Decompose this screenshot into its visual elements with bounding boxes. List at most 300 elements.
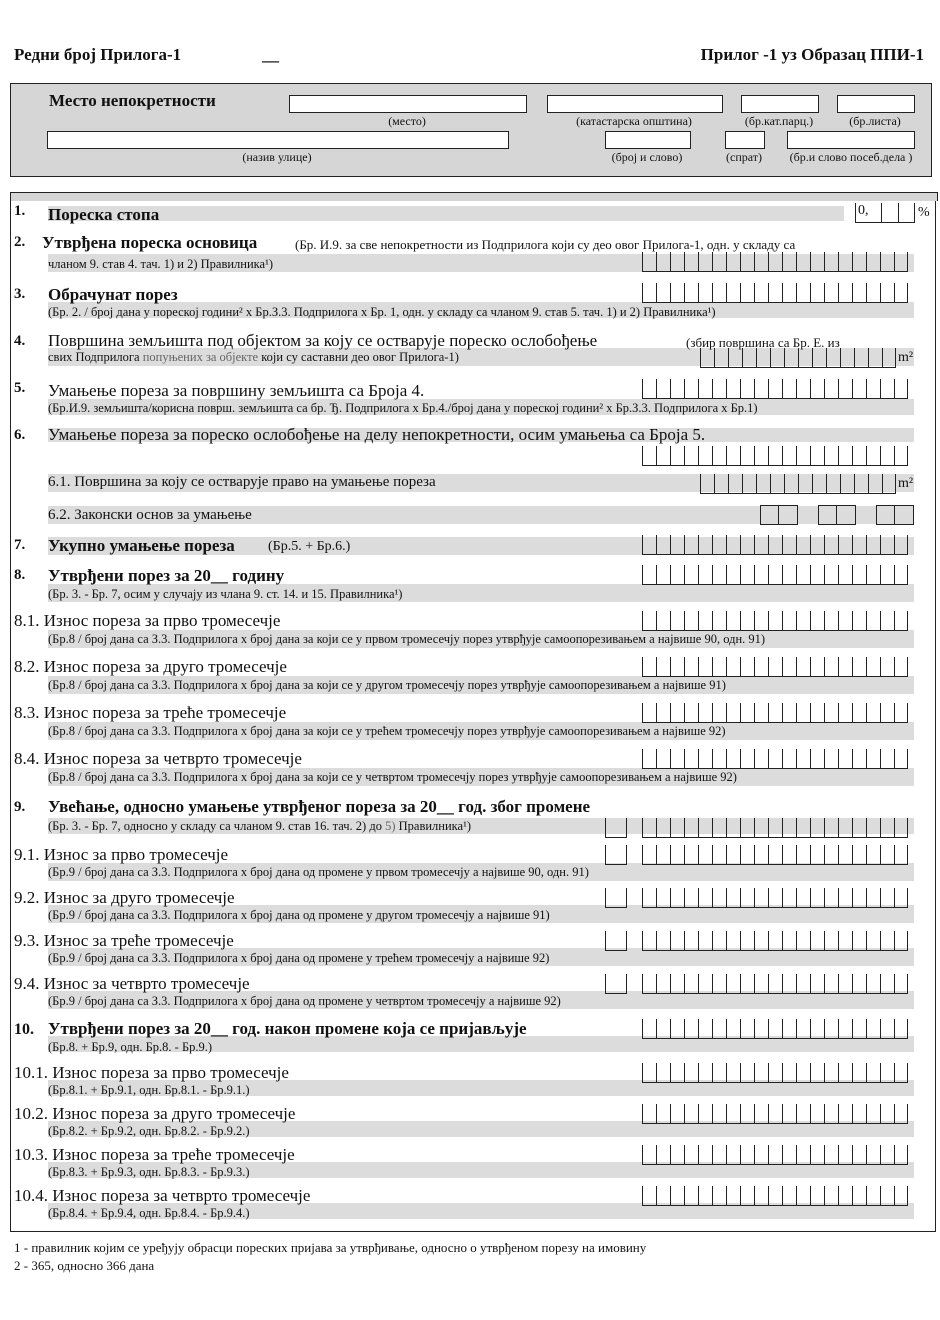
digit-cell[interactable] [642,1063,656,1083]
digit-cell[interactable] [768,446,782,466]
digit-cell[interactable] [656,888,670,908]
digit-cell[interactable] [712,1063,726,1083]
digit-cell[interactable] [782,749,796,769]
digit-cell[interactable] [894,931,908,951]
row-6-1-area-cells[interactable] [700,474,896,494]
digit-cell[interactable] [782,657,796,677]
digit-cell[interactable] [838,1145,852,1165]
digit-cell[interactable] [670,845,684,865]
digit-cell[interactable] [756,474,770,494]
digit-cell[interactable] [810,845,824,865]
digit-cell[interactable] [838,1063,852,1083]
legal-basis-paragraph-cells[interactable] [818,505,856,525]
digit-cell[interactable] [642,283,656,303]
digit-cell[interactable] [728,348,742,368]
digit-cell[interactable] [824,535,838,555]
digit-cell[interactable] [740,535,754,555]
row-9-3-amount-cells[interactable] [642,931,908,951]
digit-cell[interactable] [796,931,810,951]
digit-cell[interactable] [740,379,754,399]
digit-cell[interactable] [818,505,837,525]
digit-cell[interactable] [698,931,712,951]
digit-cell[interactable] [642,1019,656,1039]
digit-cell[interactable] [866,1063,880,1083]
digit-cell[interactable] [712,1104,726,1124]
digit-cell[interactable] [768,252,782,272]
digit-cell[interactable] [866,565,880,585]
digit-cell[interactable] [894,1104,908,1124]
row-9-1-amount-cells[interactable] [642,845,908,865]
digit-cell[interactable] [670,565,684,585]
digit-cell[interactable] [726,611,740,631]
digit-cell[interactable] [810,446,824,466]
digit-cell[interactable] [876,505,895,525]
digit-cell[interactable] [656,379,670,399]
digit-cell[interactable] [880,1104,894,1124]
digit-cell[interactable] [684,818,698,838]
digit-cell[interactable] [656,611,670,631]
digit-cell[interactable] [852,565,866,585]
digit-cell[interactable] [698,974,712,994]
digit-cell[interactable] [854,474,868,494]
digit-cell[interactable] [754,749,768,769]
row-9-1-sign-cell[interactable] [605,845,627,865]
digit-cell[interactable] [824,379,838,399]
digit-cell[interactable] [826,348,840,368]
digit-cell[interactable] [642,446,656,466]
digit-cell[interactable] [768,535,782,555]
digit-cell[interactable] [880,565,894,585]
digit-cell[interactable] [714,474,728,494]
digit-cell[interactable] [782,703,796,723]
digit-cell[interactable] [768,1019,782,1039]
digit-cell[interactable] [880,657,894,677]
digit-cell[interactable] [838,974,852,994]
digit-cell[interactable] [866,845,880,865]
digit-cell[interactable] [740,1145,754,1165]
digit-cell[interactable] [852,283,866,303]
cadastral-municipality-field[interactable] [547,95,723,113]
unit-part-field[interactable] [787,131,915,149]
digit-cell[interactable] [782,1186,796,1206]
digit-cell[interactable] [670,1145,684,1165]
digit-cell[interactable] [852,535,866,555]
digit-cell[interactable] [712,446,726,466]
digit-cell[interactable] [742,474,756,494]
digit-cell[interactable] [838,283,852,303]
digit-cell[interactable] [768,283,782,303]
digit-cell[interactable] [768,1104,782,1124]
digit-cell[interactable] [740,1104,754,1124]
attachment-number-blank[interactable]: __ [262,45,279,64]
digit-cell[interactable] [796,1186,810,1206]
digit-cell[interactable] [782,1104,796,1124]
digit-cell[interactable] [670,974,684,994]
digit-cell[interactable] [642,611,656,631]
row-9-3-sign-cell[interactable] [605,931,627,951]
digit-cell[interactable] [810,535,824,555]
digit-cell[interactable] [852,703,866,723]
digit-cell[interactable] [754,611,768,631]
digit-cell[interactable] [782,818,796,838]
digit-cell[interactable] [642,535,656,555]
digit-cell[interactable] [768,379,782,399]
digit-cell[interactable] [726,1186,740,1206]
digit-cell[interactable] [670,703,684,723]
digit-cell[interactable] [684,1063,698,1083]
digit-cell[interactable] [796,535,810,555]
digit-cell[interactable] [698,379,712,399]
digit-cell[interactable] [894,446,908,466]
digit-cell[interactable] [810,1063,824,1083]
digit-cell[interactable] [894,1063,908,1083]
digit-cell[interactable] [782,611,796,631]
row-2-amount-cells[interactable] [642,252,908,272]
digit-cell[interactable] [760,505,779,525]
digit-cell[interactable] [838,888,852,908]
digit-cell[interactable] [894,565,908,585]
digit-cell[interactable] [852,1104,866,1124]
digit-cell[interactable] [754,379,768,399]
digit-cell[interactable] [852,446,866,466]
digit-cell[interactable] [740,931,754,951]
row-9-2-amount-cells[interactable] [642,888,908,908]
digit-cell[interactable] [726,703,740,723]
row-8-3-amount-cells[interactable] [642,703,908,723]
digit-cell[interactable] [712,845,726,865]
digit-cell[interactable] [712,703,726,723]
digit-cell[interactable] [726,379,740,399]
row-9-4-sign-cell[interactable] [605,974,627,994]
digit-cell[interactable] [824,974,838,994]
digit-cell[interactable] [894,379,908,399]
digit-cell[interactable] [810,283,824,303]
digit-cell[interactable] [642,931,656,951]
digit-cell[interactable] [698,535,712,555]
digit-cell[interactable] [670,446,684,466]
digit-cell[interactable] [740,749,754,769]
digit-cell[interactable] [866,657,880,677]
digit-cell[interactable] [768,611,782,631]
house-number-field[interactable] [605,131,691,149]
digit-cell[interactable] [700,348,714,368]
digit-cell[interactable] [712,565,726,585]
digit-cell[interactable] [880,535,894,555]
digit-cell[interactable] [796,818,810,838]
digit-cell[interactable] [740,1063,754,1083]
digit-cell[interactable] [712,888,726,908]
digit-cell[interactable] [698,446,712,466]
digit-cell[interactable] [726,1019,740,1039]
digit-cell[interactable] [642,888,656,908]
digit-cell[interactable] [698,252,712,272]
digit-cell[interactable] [880,845,894,865]
digit-cell[interactable] [894,535,908,555]
digit-cell[interactable] [824,1104,838,1124]
digit-cell[interactable] [698,845,712,865]
digit-cell[interactable] [712,535,726,555]
digit-cell[interactable] [852,845,866,865]
digit-cell[interactable] [880,749,894,769]
digit-cell[interactable] [824,818,838,838]
tax-rate-input[interactable] [855,203,915,223]
digit-cell[interactable] [642,1104,656,1124]
digit-cell[interactable] [698,749,712,769]
digit-cell[interactable] [852,749,866,769]
digit-cell[interactable] [894,818,908,838]
digit-cell[interactable] [698,1104,712,1124]
digit-cell[interactable] [796,749,810,769]
digit-cell[interactable] [726,1104,740,1124]
digit-cell[interactable] [866,1019,880,1039]
digit-cell[interactable] [824,283,838,303]
digit-cell[interactable] [796,845,810,865]
digit-cell[interactable] [656,283,670,303]
digit-cell[interactable] [605,888,627,908]
digit-cell[interactable] [852,379,866,399]
digit-cell[interactable] [642,1186,656,1206]
digit-cell[interactable] [642,1145,656,1165]
digit-cell[interactable] [670,1104,684,1124]
digit-cell[interactable] [756,348,770,368]
digit-cell[interactable] [782,974,796,994]
digit-cell[interactable] [796,1063,810,1083]
digit-cell[interactable] [726,535,740,555]
digit-cell[interactable] [838,565,852,585]
digit-cell[interactable] [712,611,726,631]
digit-cell[interactable] [779,505,798,525]
digit-cell[interactable] [754,657,768,677]
digit-cell[interactable] [840,348,854,368]
row-9-amount-cells[interactable] [642,818,908,838]
digit-cell[interactable] [880,1063,894,1083]
digit-cell[interactable] [684,1145,698,1165]
digit-cell[interactable] [754,845,768,865]
digit-cell[interactable] [796,379,810,399]
digit-cell[interactable] [605,818,627,838]
digit-cell[interactable] [726,657,740,677]
digit-cell[interactable] [712,252,726,272]
digit-cell[interactable] [684,888,698,908]
digit-cell[interactable] [838,703,852,723]
digit-cell[interactable] [768,888,782,908]
digit-cell[interactable] [656,974,670,994]
row-10-3-amount-cells[interactable] [642,1145,908,1165]
digit-cell[interactable] [754,1019,768,1039]
digit-cell[interactable] [880,611,894,631]
digit-cell[interactable] [838,931,852,951]
digit-cell[interactable] [684,283,698,303]
digit-cell[interactable] [656,703,670,723]
digit-cell[interactable] [670,611,684,631]
digit-cell[interactable] [656,565,670,585]
digit-cell[interactable] [810,749,824,769]
digit-cell[interactable] [894,749,908,769]
digit-cell[interactable] [852,1063,866,1083]
digit-cell[interactable] [894,1186,908,1206]
digit-cell[interactable] [770,474,784,494]
digit-cell[interactable] [768,845,782,865]
digit-cell[interactable] [698,1186,712,1206]
digit-cell[interactable] [754,1145,768,1165]
digit-cell[interactable] [740,446,754,466]
digit-cell[interactable] [866,252,880,272]
digit-cell[interactable] [838,1104,852,1124]
place-field[interactable] [289,95,527,113]
digit-cell[interactable] [880,974,894,994]
digit-cell[interactable] [868,474,882,494]
digit-cell[interactable] [837,505,856,525]
digit-cell[interactable] [684,1104,698,1124]
digit-cell[interactable] [684,252,698,272]
row-10-amount-cells[interactable] [642,1019,908,1039]
digit-cell[interactable] [810,888,824,908]
digit-cell[interactable] [642,749,656,769]
digit-cell[interactable] [894,252,908,272]
digit-cell[interactable] [754,703,768,723]
legal-basis-point-cells[interactable] [876,505,914,525]
digit-cell[interactable] [670,818,684,838]
digit-cell[interactable] [824,931,838,951]
digit-cell[interactable] [880,446,894,466]
digit-cell[interactable] [605,974,627,994]
digit-cell[interactable] [698,703,712,723]
digit-cell[interactable] [782,888,796,908]
digit-cell[interactable] [838,818,852,838]
digit-cell[interactable] [852,252,866,272]
digit-cell[interactable] [824,565,838,585]
row-10-2-amount-cells[interactable] [642,1104,908,1124]
digit-cell[interactable] [742,348,756,368]
digit-cell[interactable] [852,888,866,908]
digit-cell[interactable] [726,845,740,865]
digit-cell[interactable] [754,535,768,555]
digit-cell[interactable] [684,703,698,723]
digit-cell[interactable] [838,252,852,272]
digit-cell[interactable] [670,1063,684,1083]
digit-cell[interactable] [642,379,656,399]
digit-cell[interactable] [754,252,768,272]
digit-cell[interactable] [740,1019,754,1039]
digit-cell[interactable] [712,1019,726,1039]
digit-cell[interactable] [714,348,728,368]
digit-cell[interactable] [838,1019,852,1039]
digit-cell[interactable] [866,446,880,466]
digit-cell[interactable] [712,749,726,769]
digit-cell[interactable] [740,252,754,272]
digit-cell[interactable] [894,283,908,303]
digit-cell[interactable] [670,888,684,908]
digit-cell[interactable] [768,749,782,769]
digit-cell[interactable] [698,1019,712,1039]
digit-cell[interactable] [712,657,726,677]
digit-cell[interactable] [810,1104,824,1124]
digit-cell[interactable] [698,565,712,585]
digit-cell[interactable] [782,845,796,865]
digit-cell[interactable] [768,931,782,951]
digit-cell[interactable] [605,931,627,951]
digit-cell[interactable] [754,931,768,951]
digit-cell[interactable] [838,657,852,677]
digit-cell[interactable] [684,535,698,555]
digit-cell[interactable] [698,1063,712,1083]
digit-cell[interactable] [796,888,810,908]
row-8-2-amount-cells[interactable] [642,657,908,677]
digit-cell[interactable] [642,565,656,585]
digit-cell[interactable] [852,657,866,677]
digit-cell[interactable] [796,974,810,994]
digit-cell[interactable] [754,446,768,466]
digit-cell[interactable] [698,611,712,631]
digit-cell[interactable] [740,1186,754,1206]
digit-cell[interactable] [726,283,740,303]
digit-cell[interactable] [866,931,880,951]
digit-cell[interactable] [866,1186,880,1206]
digit-cell[interactable] [726,1145,740,1165]
digit-cell[interactable] [712,974,726,994]
digit-cell[interactable] [670,379,684,399]
digit-cell[interactable] [684,749,698,769]
digit-cell[interactable] [670,535,684,555]
row-6-amount-cells[interactable] [642,446,908,466]
digit-cell[interactable] [854,348,868,368]
digit-cell[interactable] [838,845,852,865]
digit-cell[interactable] [656,535,670,555]
digit-cell[interactable] [810,703,824,723]
digit-cell[interactable] [656,845,670,865]
digit-cell[interactable] [726,749,740,769]
digit-cell[interactable] [712,1145,726,1165]
digit-cell[interactable] [824,611,838,631]
digit-cell[interactable] [740,657,754,677]
digit-cell[interactable] [656,1019,670,1039]
digit-cell[interactable] [782,535,796,555]
digit-cell[interactable] [754,888,768,908]
digit-cell[interactable] [698,283,712,303]
digit-cell[interactable] [684,1186,698,1206]
digit-cell[interactable] [852,1019,866,1039]
digit-cell[interactable] [824,845,838,865]
digit-cell[interactable] [770,348,784,368]
digit-cell[interactable] [740,888,754,908]
digit-cell[interactable] [670,657,684,677]
digit-cell[interactable] [810,818,824,838]
digit-cell[interactable] [782,931,796,951]
digit-cell[interactable] [894,888,908,908]
digit-cell[interactable] [782,283,796,303]
digit-cell[interactable] [782,252,796,272]
digit-cell[interactable] [726,252,740,272]
digit-cell[interactable] [838,446,852,466]
row-5-amount-cells[interactable] [642,379,908,399]
digit-cell[interactable] [866,749,880,769]
digit-cell[interactable] [784,474,798,494]
digit-cell[interactable] [880,1019,894,1039]
digit-cell[interactable] [605,845,627,865]
digit-cell[interactable] [810,565,824,585]
digit-cell[interactable] [810,1019,824,1039]
digit-cell[interactable] [754,974,768,994]
digit-cell[interactable] [670,252,684,272]
digit-cell[interactable] [768,818,782,838]
digit-cell[interactable] [656,1145,670,1165]
digit-cell[interactable] [824,703,838,723]
digit-cell[interactable] [866,974,880,994]
digit-cell[interactable] [894,1145,908,1165]
digit-cell[interactable] [838,379,852,399]
digit-cell[interactable] [882,474,896,494]
digit-cell[interactable] [670,283,684,303]
